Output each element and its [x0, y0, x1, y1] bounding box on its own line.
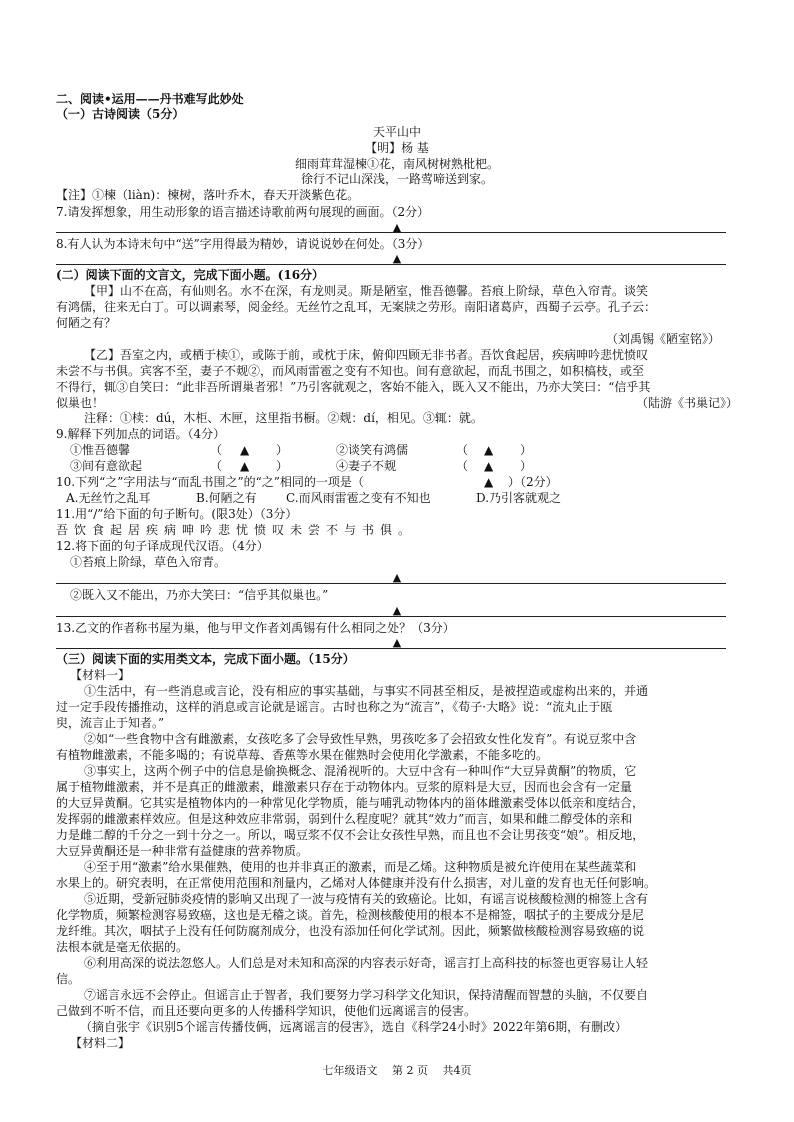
- paragraph-line: 己做到不听不信，而且还要向更多的人传播科学知识，使他们远离谣言的侵害。: [56, 1004, 477, 1018]
- material1-label: 【材料一】: [70, 668, 131, 682]
- jia-line: 有鸿儒，往来无白丁。可以调素琴，阅金经。无丝竹之乱耳，无案牍之劳形。南阳诸葛庐，西蜀子云亭。孔子云：: [56, 300, 657, 314]
- paragraph-line: ④至于用“激素”给水果催熟，使用的也并非真正的激素，而是乙烯。这种物质是被允许使用在某些蔬菜和: [84, 860, 637, 874]
- answer-mark: ▲: [240, 459, 250, 473]
- paragraph-line: 信。: [56, 972, 81, 986]
- question-8: 8.有人认为本诗末句中“送”字用得最为精妙，请说说妙在何处。（3分）: [56, 237, 430, 251]
- q10-option: B.何陋之有: [196, 491, 257, 505]
- page-footer: 七年级语文 第 2 页 共4页: [322, 1064, 472, 1077]
- paragraph-line: 力是雌二醇的千分之一到十分之一。所以，喝豆浆不仅不会让女孩性早熟，而且也不会让男孩变“娘”。相反地，: [56, 828, 645, 842]
- paragraph-line: ⑥利用高深的说法忽悠人。人们总是对未知和高深的内容表示好奇，谣言打上高科技的标签也更容易让人轻: [84, 956, 649, 970]
- paragraph-line: 法根本就是毫无依据的。: [56, 940, 189, 954]
- poem-line-2: 徐行不记山深浅，一路莺啼送到家。: [300, 172, 493, 186]
- answer-mark: ▲: [392, 221, 402, 234]
- answer-mark: ▲: [240, 443, 250, 457]
- answer-line: [56, 616, 726, 617]
- section-title: 二、阅读•运用——丹书难写此妙处: [56, 92, 244, 106]
- question-9: 9.解释下列加点的词语。（4分）: [56, 427, 226, 441]
- material1-source: （摘自张宇《识别5个谣言传播伎俩，远离谣言的侵害》，选自《科学24小时》2022年第6期，有删改）: [80, 1020, 628, 1034]
- answer-mark: ▲: [392, 571, 402, 584]
- jia-line: 何陋之有？: [56, 316, 117, 330]
- answer-mark: ▲: [484, 443, 494, 457]
- q10-option: C.而风雨雷雹之变有不知也: [286, 491, 431, 505]
- part1-heading: （一）古诗阅读（5分）: [56, 107, 185, 121]
- paragraph-line: ①生活中，有一些消息或言论，没有相应的事实基础，与事实不同甚至相反，是被捏造或虚构出来的，并通: [84, 684, 649, 698]
- question-10: 10.下列“之”字用法与“而乱书围之”的“之”相同的一项是（: [56, 475, 364, 489]
- q9-item: ②谈笑有鸿儒: [336, 443, 409, 457]
- paragraph-line: ⑦谣言永远不会停止。但谣言止于智者，我们要努力学习科学文化知识，保持清醒而智慧的头脑，不仅要自: [84, 988, 649, 1002]
- part2-heading: (二）阅读下面的文言文，完成下面小题。(16分）: [56, 268, 325, 282]
- answer-line: [56, 232, 726, 233]
- q9-item: ①惟吾德馨: [70, 443, 131, 457]
- yi-source: （陆游《书巢记》）: [636, 396, 739, 410]
- paragraph-line: 水果上的。研究表明，在正常使用范围和剂量内，乙烯对人体健康并没有什么损害，对儿童的发育也无任何影响。: [56, 876, 657, 890]
- jia-source: （刘禹锡《陋室铭》）: [606, 332, 721, 346]
- paragraph-line: ⑤近期，受新冠肺炎疫情的影响又出现了一波与疫情有关的致癌论。比如，有谣言说核酸检测的棉签上含有: [84, 892, 649, 906]
- poem-author: 【明】杨 基: [365, 141, 429, 155]
- q12-item-1: ①苔痕上阶绿，草色入帘青。: [70, 555, 227, 569]
- paragraph-line: 过一定手段传播推动，这样的消息或言论就是谣言。古时也称之为“流言”，《荀子·大略》说：“流丸止于瓯: [56, 700, 613, 714]
- question-12: 12.将下面的句子译成现代汉语。（4分）: [56, 539, 269, 553]
- paragraph-line: 大豆异黄酮还是一种非常有益健康的营养物质。: [56, 844, 309, 858]
- paragraph-line: 的大豆异黄酮。它其实是植物体内的一种常见化学物质，能与哺乳动物体内的甾体雌激素受体以低亲和度结合，: [56, 796, 645, 810]
- question-7: 7.请发挥想象，用生动形象的语言描述诗歌前两句展现的画面。（2分）: [56, 205, 430, 219]
- answer-line: [56, 583, 726, 584]
- question-11: 11.用“/”给下面的句子断句。(限3处）（3分）: [56, 507, 298, 521]
- q10-option: D.乃引客就观之: [476, 491, 562, 505]
- q10-option: A.无丝竹之乱耳: [66, 491, 151, 505]
- poem-title: 天平山中: [372, 125, 421, 139]
- question-10-tail: ）（2分）: [508, 475, 558, 489]
- yi-line: 未尝不与书俱。宾客不至，妻子不觌②，而风雨雷雹之变有不知也。间有意欲起，而乱书围之，如积槁枝，或至: [56, 364, 645, 378]
- paragraph-line: 发挥弱的雌激素样效应。但是这种效应非常弱，弱到什么程度呢？就其“效力”而言，如果和雌二醇受体的亲和: [56, 812, 633, 826]
- answer-mark: ▲: [484, 475, 494, 489]
- paragraph-line: ③事实上，这两个例子中的信息是偷换概念、混淆视听的。大豆中含有一种叫作“大豆异黄酮”的物质，它: [84, 764, 637, 778]
- answer-mark: ▲: [392, 604, 402, 617]
- q11-sentence: 吾饮食起居疾病呻吟悲忧愤叹未尝不与书俱。: [56, 523, 417, 537]
- notes: 注释：①椟：dú，木柜、木匣，这里指书橱。②觌：dí，相见。③辄：就。: [84, 411, 483, 425]
- paragraph-line: ②如“一些食物中含有雌激素，女孩吃多了会导致性早熟，男孩吃多了会招致女性化发育”。有说豆浆中含: [84, 732, 637, 746]
- paragraph-line: 有植物雌激素，不能多喝的；有说草莓、香蕉等水果在催熟时会使用化学激素，不能多吃的。: [56, 748, 549, 762]
- q12-item-2: ②既入又不能出，乃亦大笑曰：“信乎其似巢也。”: [70, 588, 329, 602]
- paragraph-line: 龙纤维。其次，咽拭子上没有任何防腐剂成分，也没有添加任何化学试剂。因此，频繁做核酸检测容易致癌的说: [56, 924, 645, 938]
- part3-heading: （三）阅读下面的实用类文本，完成下面小题。（15分）: [56, 652, 355, 666]
- answer-line: [56, 648, 726, 649]
- material2-label: 【材料二】: [70, 1036, 131, 1050]
- poem-note: 【注】①楝（liàn)：楝树，落叶乔木，春天开淡紫色花。: [56, 188, 360, 202]
- answer-mark: ▲: [392, 636, 402, 649]
- paragraph-line: 属于植物雌激素，并不是真正的雌激素，雌激素只存在于动物体内。豆浆的原料是大豆，因而也会含有一定量: [56, 780, 633, 794]
- answer-mark: ▲: [484, 459, 494, 473]
- q9-item: ③间有意欲起: [70, 459, 143, 473]
- paragraph-line: 臾，流言止于知者。”: [56, 716, 165, 730]
- paragraph-line: 化学物质，频繁检测容易致癌，这也是无稽之谈。首先，检测核酸使用的根本不是棉签，咽拭子的主要成分是尼: [56, 908, 645, 922]
- yi-line: 【乙】吾室之内，或栖于椟①，或陈于前，或枕于床，俯仰四顾无非书者。吾饮食起居，疾病呻吟悲忧愤叹: [84, 348, 649, 362]
- answer-mark: ▲: [392, 252, 402, 265]
- yi-line: 不得行，辄③自笑曰：“此非吾所谓巢者邪！”乃引客就观之，客始不能入，既入又不能出，乃亦大笑曰：“信乎其: [56, 380, 651, 394]
- jia-line: 【甲】山不在高，有仙则名。水不在深，有龙则灵。斯是陋室，惟吾德馨。苔痕上阶绿，草色入帘青。谈笑: [84, 284, 649, 298]
- q9-item: ④妻子不觌: [336, 459, 397, 473]
- poem-line-1: 细雨茸茸湿楝①花，南风树树熟枇杷。: [294, 157, 499, 171]
- exam-page: 二、阅读•运用——丹书难写此妙处 （一）古诗阅读（5分） 天平山中 【明】杨 基 细雨茸茸湿楝①花，南风树树熟枇杷。 徐行不记山深浅，一路莺啼送到家。 【注】①楝（liàn)：楝树，落叶乔木，春天开淡紫色花。 7.请发挥想象，用生动形象的语言描述诗歌前两句展现的画面。（2分） ▲ 8.有人认为本诗末句中“送”字用得最为精妙，请说说妙在何处。（3分） ▲ (二）阅读下面的文言文，完成下面小题。(16分） 【甲】山不在高，有仙则名。水不在深，有龙则灵。斯是陋室，惟吾德馨。苔痕上阶绿，草色入帘青。谈笑 有鸿儒，往来无白丁。可以调素琴，阅金经。无丝竹之乱耳，无案牍之劳形。南阳诸葛庐，西蜀子云亭。孔子云： 何陋之有？ （刘禹锡《陋室铭》） 【乙】吾室之内，或栖于椟①，或陈于前，或枕于床，俯仰四顾无非书者。吾饮食起居，疾病呻吟悲忧愤叹 未尝不与书俱。宾客不至，妻子不觌②，而风雨雷雹之变有不知也。间有意欲起，而乱书围之，如积槁枝，或至 不得行，辄③自笑曰：“此非吾所谓巢者邪！”乃引客就观之，客始不能入，既入又不能出，乃亦大笑曰：“信乎其 似巢也！ （陆游《书巢记》） 注释：①椟：dú，木柜、木匣，这里指书橱。②觌：dí，相见。③辄：就。 9.解释下列加点的词语。（4分） ①惟吾德馨 （ ▲ ） ②谈笑有鸿儒 （ ▲ ） ③间有意欲起 （ ▲ ） ④妻子不觌 （ ▲ ） 10.下列“之”字用法与“而乱书围之”的“之”相同的一项是（ ▲ ）（2分） A.无丝竹之乱耳 B.何陋之有 C.而风雨雷雹之变有不知也 D.乃引客就观之 11.用“/”给下面的句子断句。(限3处）（3分） 吾饮食起居疾病呻吟悲忧愤叹未尝不与书俱。 12.将下面的句子译成现代汉语。（4分） ①苔痕上阶绿，草色入帘青。 ▲ ②既入又不能出，乃亦大笑曰：“信乎其似巢也。” ▲ 13.乙文的作者称书屋为巢，他与甲文作者刘禹锡有什么相同之处？（3分） ▲ （三）阅读下面的实用类文本，完成下面小题。（15分） 【材料一】 ①生活中，有一些消息或言论，没有相应的事实基础，与事实不同甚至相反，是被捏造或虚构出来的，并通 过一定手段传播推动，这样的消息或言论就是谣言。古时也称之为“流言”，《荀子·大略》说：“流丸止于瓯 臾，流言止于知者。” ②如“一些食物中含有雌激素，女孩吃多了会导致性早熟，男孩吃多了会招致女性化发育”。有说豆浆中含 有植物雌激素，不能多喝的；有说草莓、香蕉等水果在催熟时会使用化学激素，不能多吃的。 ③事实上，这两个例子中的信息是偷换概念、混淆视听的。大豆中含有一种叫作“大豆异黄酮”的物质，它 属于植物雌激素，并不是真正的雌激素，雌激素只存在于动物体内。豆浆的原料是大豆，因而也会含有一定量 的大豆异黄酮。它其实是植物体内的一种常见化学物质，能与哺乳动物体内的甾体雌激素受体以低亲和度结合， 发挥弱的雌激素样效应。但是这种效应非常弱，弱到什么程度呢？就其“效力”而言，如果和雌二醇受体的亲和 力是雌二醇的千分之一到十分之一。所以，喝豆浆不仅不会让女孩性早熟，而且也不会让男孩变“娘”。相反地， 大豆异黄酮还是一种非常有益健康的营养物质。 ④至于用“激素”给水果催熟，使用的也并非真正的激素，而是乙烯。这种物质是被允许使用在某些蔬菜和 水果上的。研究表明，在正常使用范围和剂量内，乙烯对人体健康并没有什么损害，对儿童的发育也无任何影响。 ⑤近期，受新冠肺炎疫情的影响又出现了一波与疫情有关的致癌论。比如，有谣言说核酸检测的棉签上含有 化学物质，频繁检测容易致癌，这也是无稽之谈。首先，检测核酸使用的根本不是棉签，咽拭子的主要成分是尼 龙纤维。其次，咽拭子上没有任何防腐剂成分，也没有添加任何化学试剂。因此，频繁做核酸检测容易致癌的说 法根本就是毫无依据的。 ⑥利用高深的说法忽悠人。人们总是对未知和高深的内容表示好奇，谣言打上高科技的标签也更容易让人轻 信。 ⑦谣言永远不会停止。但谣言止于智者，我们要努力学习科学文化知识，保持清醒而智慧的头脑，不仅要自 己做到不听不信，而且还要向更多的人传播科学知识，使他们远离谣言的侵害。 （摘自张宇《识别5个谣言传播伎俩，远离谣言的侵害》，选自《科学24小时》2022年第6期，有删改） 【材料二】 七年级语文 第 2 页 共4页: [0, 0, 794, 1122]
- yi-line: 似巢也！: [56, 396, 105, 410]
- answer-line: [56, 264, 726, 265]
- question-13: 13.乙文的作者称书屋为巢，他与甲文作者刘禹锡有什么相同之处？（3分）: [56, 621, 455, 635]
